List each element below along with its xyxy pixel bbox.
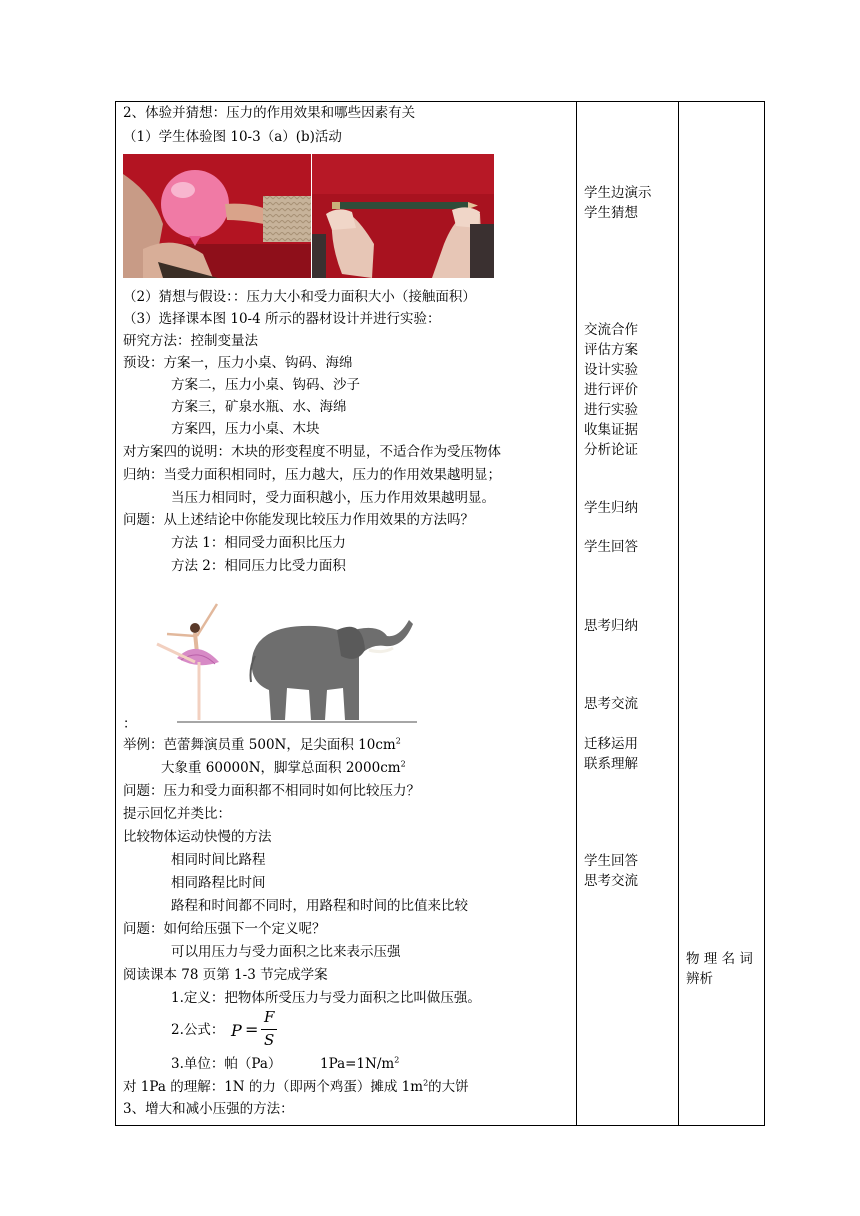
text-line: （1）学生体验图 10-3（a）(b)活动 [123, 129, 342, 145]
example-line: 大象重 60000N，脚掌总面积 $2000cm^2$ [161, 759, 406, 776]
activity-label: 交流合作 [584, 322, 638, 338]
text-line: 对 1Pa 的理解：1N 的力（即两个鸡蛋）摊成 $1m^2$的大饼 [123, 1078, 469, 1095]
text-line: 方案四，压力小桌、木块 [171, 421, 320, 437]
text-line: 比较物体运动快慢的方法 [123, 829, 272, 845]
student-activity-column [584, 102, 682, 1125]
text-line: 研究方法：控制变量法 [123, 333, 258, 349]
ballerina-elephant-image [137, 598, 417, 728]
colon-mark: ： [123, 716, 137, 732]
text-line: （2）猜想与假设：：压力大小和受力面积大小（接触面积） [123, 289, 476, 305]
text-line: 路程和时间都不同时，用路程和时间的比值来比较 [171, 898, 468, 914]
activity-label: 收集证据 [584, 422, 638, 438]
text-line: 归纳：当受力面积相同时，压力越大，压力的作用效果越明显； [123, 467, 501, 483]
note-label: 物 理 名 词 [686, 951, 753, 967]
text-line: 可以用压力与受力面积之比来表示压强 [171, 944, 401, 960]
example-line: 举例：芭蕾舞演员重 500N，足尖面积 $10cm^2$ [123, 736, 401, 753]
definition-line: 1.定义：把物体所受压力与受力面积之比叫做压强。 [171, 990, 481, 1006]
activity-label: 思考交流 [584, 873, 638, 889]
lesson-table [115, 101, 765, 1126]
activity-label: 分析论证 [584, 442, 638, 458]
balloon-photo [123, 154, 311, 278]
activity-label: 迁移运用 [584, 736, 638, 752]
text-line: 预设：方案一，压力小桌、钩码、海绵 [123, 355, 353, 371]
formula-label: 2.公式： [171, 1022, 225, 1038]
main-column [123, 102, 573, 1125]
text-line: 相同时间比路程 [171, 852, 266, 868]
text-line: 问题：从上述结论中你能发现比较压力作用效果的方法吗？ [123, 512, 474, 528]
text-line: 方法 1：相同受力面积比压力 [171, 535, 346, 551]
text-line: 相同路程比时间 [171, 875, 266, 891]
activity-label: 思考归纳 [584, 618, 638, 634]
text-line: 对方案四的说明：木块的形变程度不明显，不适合作为受压物体 [123, 444, 501, 460]
activity-label: 学生猜想 [584, 205, 638, 221]
text-line: （3）选择课本图 10-4 所示的器材设计并进行实验： [123, 311, 441, 327]
text-line: 阅读课本 78 页第 1-3 节完成学案 [123, 967, 328, 983]
text-line: 方案二，压力小桌、钩码、沙子 [171, 377, 360, 393]
unit-line: 3.单位：帕（Pa） [171, 1056, 282, 1072]
unit-definition: $1Pa=1N/m^2$ [320, 1055, 400, 1072]
text-line: 方案三，矿泉水瓶、水、海绵 [171, 399, 347, 415]
text-line: 当压力相同时，受力面积越小，压力作用效果越明显。 [171, 490, 495, 506]
activity-label: 学生归纳 [584, 500, 638, 516]
activity-label: 进行实验 [584, 402, 638, 418]
activity-label: 学生边演示 [584, 185, 652, 201]
notes-column [686, 102, 762, 1125]
text-line: 方法 2：相同压力比受力面积 [171, 558, 346, 574]
activity-label: 联系理解 [584, 756, 638, 772]
activity-label: 评估方案 [584, 342, 638, 358]
section-heading: 3、增大和减小压强的方法： [123, 1101, 294, 1117]
activity-label: 设计实验 [584, 362, 638, 378]
text-line: 提示回忆并类比： [123, 806, 231, 822]
column-divider-1 [576, 102, 577, 1125]
pencil-photo [312, 154, 494, 278]
pressure-formula: P = F S [231, 1008, 291, 1052]
activity-label: 学生回答 [584, 539, 638, 555]
fraction-bar [261, 1029, 277, 1030]
note-label: 辨析 [686, 971, 713, 987]
text-line: 问题：压力和受力面积都不相同时如何比较压力？ [123, 783, 420, 799]
section-heading: 2、体验并猜想：压力的作用效果和哪些因素有关 [123, 105, 416, 121]
activity-label: 思考交流 [584, 696, 638, 712]
activity-label: 进行评价 [584, 382, 638, 398]
activity-label: 学生回答 [584, 853, 638, 869]
text-line: 问题：如何给压强下一个定义呢？ [123, 921, 326, 937]
